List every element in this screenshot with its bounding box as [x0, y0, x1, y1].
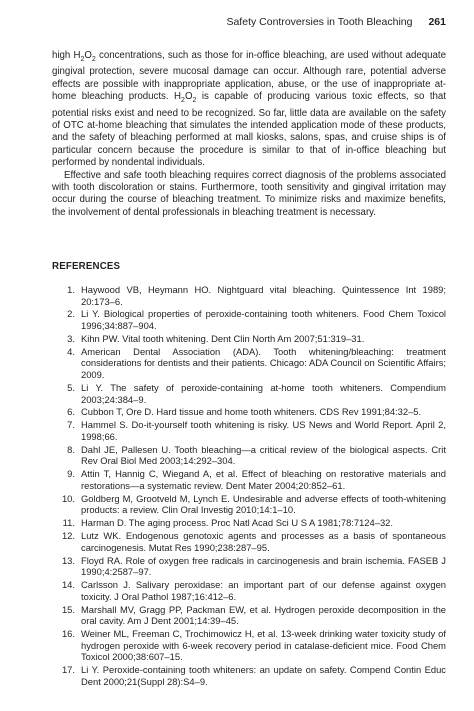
reference-item: [52, 346, 446, 381]
reference-item: [52, 579, 446, 602]
reference-text: Dahl JE, Pallesen U. Tooth bleaching—a critical review of the biological aspects. Crit Rev Oral Biol Med 2003;14:292–304.: [81, 443, 446, 467]
reference-text: Lutz WK. Endogenous genotoxic agents and processes as a basis of spontaneous carcinogenesis. Mutat Res 1990;238:287–95.: [81, 530, 446, 553]
reference-number: 7.: [67, 419, 75, 431]
reference-text: Marshall MV, Gragg PP, Packman EW, et al. Hydrogen peroxide decomposition in the oral cavity. Am J Dent 2001;14:39–45.: [81, 603, 446, 627]
reference-item: [52, 493, 446, 516]
reference-item: [52, 444, 446, 467]
reference-number: 11.: [62, 517, 75, 529]
running-header: [0, 16, 446, 28]
reference-number: 9.: [67, 468, 75, 480]
reference-text: Kihn PW. Vital tooth whitening. Dent Clin North Am 2007;51:319–31.: [81, 332, 365, 344]
references-heading: REFERENCES: [52, 261, 121, 272]
reference-number: 14.: [61, 579, 75, 591]
reference-text: Cubbon T, Ore D. Hard tissue and home tooth whiteners. CDS Rev 1991;84:32–5.: [81, 406, 422, 418]
reference-item: [52, 419, 446, 442]
reference-item: [52, 382, 446, 405]
reference-number: 17.: [61, 664, 75, 676]
reference-text: American Dental Association (ADA). Tooth whitening/bleaching: treatment considerations for dentists and their patients. Chicago: ADA Council on Scientific Affairs; 2009.: [81, 345, 446, 381]
reference-text: Weiner ML, Freeman C, Trochimowicz H, et al. 13-week drinking water toxicity study of hydrogen peroxide with 6-week recovery period in catalase-deficient mice. Food Chem Toxicol 2000;38:607–15.: [81, 628, 446, 663]
reference-text: Haywood VB, Heymann HO. Nightguard vital bleaching. Quintessence Int 1989; 20:173–6.: [81, 284, 446, 307]
reference-number: 2.: [67, 308, 75, 320]
reference-item: [52, 468, 446, 491]
reference-number: 5.: [67, 381, 75, 393]
running-title: Safety Controversies in Tooth Bleaching: [226, 16, 413, 28]
reference-item: [52, 517, 446, 529]
reference-number: 12.: [61, 530, 75, 542]
paragraph-1: high $H_2O_2$ concentrations, such as those for in-office bleaching, are used without adequate gingival protection, severe mucosal damage can occur. Although rare, potential adverse effects are possible with inappropriate application, abuse, or the use of inappropriate at-home bleaching products. $H_2O_2$ is capable of producing various toxic effects, so that potential risks exist and need to be recognized. So far, little data are available on the safety of OTC at-home bleaching that simulates the intended application mode of these products, and the safety of bleaching performed at mall kiosks, salons, spas, and cruise ships is of particular concern because the procedure is similar to that of in-office bleaching but performed by nondental individuals.: [52, 50, 446, 169]
reference-number: 16.: [61, 628, 75, 640]
reference-number: 1.: [67, 284, 75, 295]
reference-item: [52, 333, 446, 345]
reference-item: [52, 406, 446, 418]
reference-item: [52, 555, 446, 578]
reference-text: Li Y. The safety of peroxide-containing at-home tooth whiteners. Compendium 2003;24:384–9.: [81, 381, 446, 405]
reference-item: [52, 284, 446, 307]
reference-number: 8.: [67, 443, 75, 455]
reference-text: Floyd RA. Role of oxygen free radicals in carcinogenesis and brain ischemia. FASEB J 1990;4:2587–97.: [81, 554, 446, 578]
reference-number: 4.: [67, 345, 75, 357]
page-number: 261: [428, 16, 446, 28]
reference-item: [52, 530, 446, 553]
reference-text: Li Y. Peroxide-containing tooth whiteners: an update on safety. Compend Contin Educ Dent 2000;21(Suppl 28):S4–9.: [81, 664, 446, 687]
reference-number: 13.: [61, 554, 75, 566]
reference-item: [52, 628, 446, 663]
reference-text: Hammel S. Do-it-yourself tooth whitening is risky. US News and World Report. April 2, 1998;66.: [81, 419, 446, 442]
reference-number: 3.: [67, 332, 75, 344]
reference-number: 15.: [61, 603, 75, 615]
reference-number: 6.: [67, 406, 75, 418]
reference-item: [52, 308, 446, 331]
reference-item: [52, 664, 446, 687]
reference-text: Goldberg M, Grootveld M, Lynch E. Undesirable and adverse effects of tooth-whitening products: a review. Clin Oral Investig 2010;14:1–10.: [81, 492, 446, 516]
paragraph-2: Effective and safe tooth bleaching requires correct diagnosis of the problems associated with tooth discoloration or stains. Furthermore, tooth sensitivity and gingival irritation may occur during the course of bleaching treatment. To minimize risks and maximize benefits, the involvement of dental professionals in bleaching treatment is necessary.: [52, 169, 446, 218]
reference-number: 10.: [61, 492, 75, 504]
reference-text: Harman D. The aging process. Proc Natl Acad Sci U S A 1981;78:7124–32.: [81, 517, 393, 529]
reference-list: [52, 284, 446, 689]
reference-text: Carlsson J. Salivary peroxidase: an important part of our defense against oxygen toxicity. J Oral Pathol 1987;16:412–6.: [81, 579, 446, 602]
reference-text: Attin T, Hannig C, Wiegand A, et al. Effect of bleaching on restorative materials and restorations—a systematic review. Dent Mater 2004;20:852–61.: [81, 468, 446, 491]
reference-item: [52, 604, 446, 627]
body-text: [52, 50, 446, 219]
reference-text: Li Y. Biological properties of peroxide-containing tooth whiteners. Food Chem Toxicol 1996;34:887–904.: [81, 308, 446, 332]
